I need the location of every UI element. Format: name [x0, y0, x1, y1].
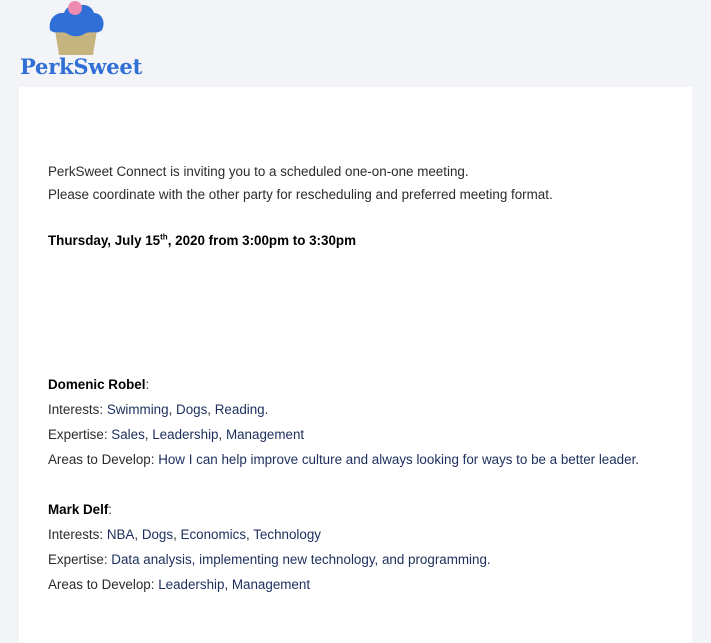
meeting-date-ordinal: th: [160, 232, 168, 242]
participant-name: Mark Delf: [48, 502, 109, 517]
intro-line-1: PerkSweet Connect is inviting you to a scheduled one-on-one meeting.: [48, 164, 469, 179]
meeting-date-rest: , 2020 from 3:00pm to 3:30pm: [167, 233, 356, 248]
expertise-row: Expertise: Data analysis, implementing new technology, and programming.: [48, 552, 491, 567]
participant-1: Domenic Robel: Interests: Swimming, Dogs, Reading. Expertise: Sales, Leadership, Management Areas to Develop: How I can help improve culture and always looking for ways to be a better leader.: [48, 376, 678, 476]
expertise-row: Expertise: Sales, Leadership, Management: [48, 427, 305, 442]
interests-row: Interests: Swimming, Dogs, Reading.: [48, 402, 269, 417]
participant-name: Domenic Robel: [48, 377, 146, 392]
participant-2: Mark Delf: Interests: NBA, Dogs, Economics, Technology Expertise: Data analysis, implementing new technology, and programming. Areas to Develop: Leadership, Management: [48, 501, 678, 601]
email-body: [48, 163, 678, 601]
intro-line-2: Please coordinate with the other party for rescheduling and preferred meeting format.: [48, 187, 553, 202]
develop-row: Areas to Develop: Leadership, Management: [48, 577, 311, 592]
develop-row: Areas to Develop: How I can help improve culture and always looking for ways to be a better leader.: [48, 452, 640, 467]
brand-name: PerkSweet: [20, 54, 143, 79]
meeting-datetime: [48, 232, 678, 250]
email-card: [19, 87, 692, 643]
interests-row: Interests: NBA, Dogs, Economics, Technology: [48, 527, 321, 542]
cupcake-icon: [47, 0, 105, 58]
perksweet-logo[interactable]: [18, 0, 143, 84]
meeting-date-prefix: Thursday, July 15: [48, 233, 161, 248]
